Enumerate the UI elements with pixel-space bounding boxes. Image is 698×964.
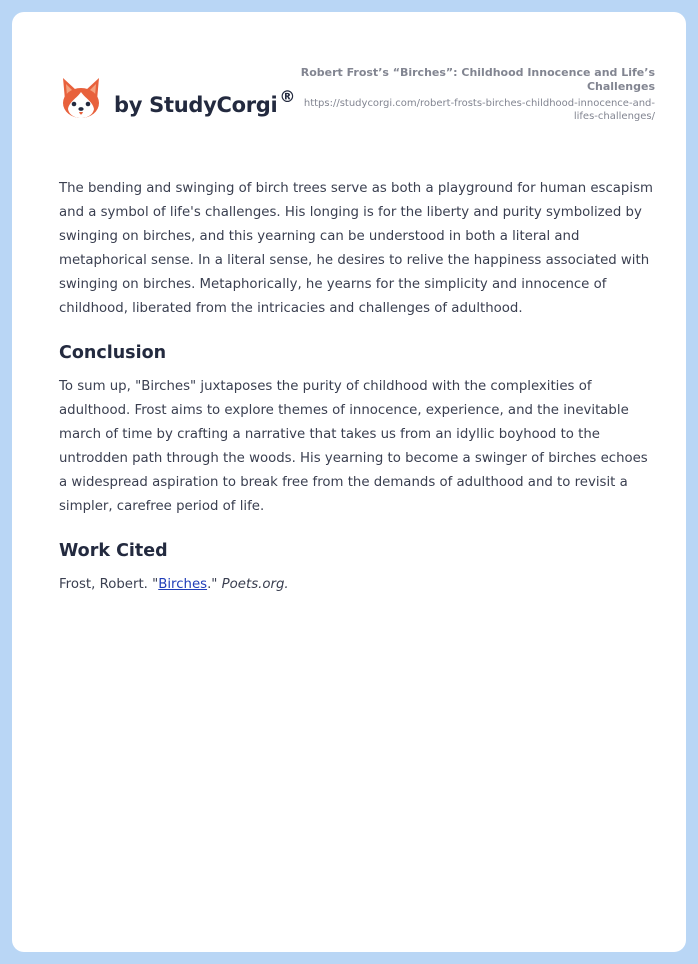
- citation-source: Poets.org.: [221, 577, 289, 592]
- citation-link[interactable]: Birches: [158, 577, 208, 592]
- brand-name: [114, 89, 295, 117]
- document-title: Robert Frost’s “Birches”: Childhood Innocence and Life’s Challenges: [300, 66, 655, 93]
- conclusion-paragraph: To sum up, "Birches" juxtaposes the purity of childhood with the complexities of adulthood. Frost aims to explore themes of innocence, experience, and the inevitable march of time by crafting a narrative that takes us from an idyllic boyhood to the untrodden path through the woods. His yearning to become a swinger of birches echoes a widespread aspiration to break free from the demands of adulthood and to revisit a simpler, carefree period of life.: [59, 379, 648, 514]
- document-page: [12, 12, 686, 952]
- citation-punctuation: .": [207, 577, 222, 592]
- registered-mark: ®: [279, 87, 296, 106]
- page-header: [12, 12, 686, 152]
- body-paragraph: The bending and swinging of birch trees serve as both a playground for human escapism and a symbol of life's challenges. His longing is for the liberty and purity symbolized by swinging on birches, and this yearning can be understood in both a literal and metaphorical sense. In a literal sense, he desires to relive the happiness associated with swinging on birches. Metaphorically, he yearns for the simplicity and innocence of childhood, liberated from the intricacies and challenges of adulthood.: [59, 181, 653, 316]
- document-url[interactable]: https://studycorgi.com/robert-frosts-birches-childhood-innocence-and-lifes-challenges/: [303, 98, 655, 122]
- brand-text: by StudyCorgi: [114, 93, 278, 117]
- studycorgi-logo[interactable]: [60, 76, 295, 120]
- conclusion-heading: Conclusion: [59, 343, 167, 363]
- document-meta: [295, 66, 655, 123]
- corgi-icon: [60, 76, 102, 120]
- citation-author: Frost, Robert. ": [59, 577, 159, 592]
- document-content: [59, 177, 655, 597]
- works-cited-heading: Work Cited: [59, 541, 168, 561]
- citation: [59, 573, 655, 597]
